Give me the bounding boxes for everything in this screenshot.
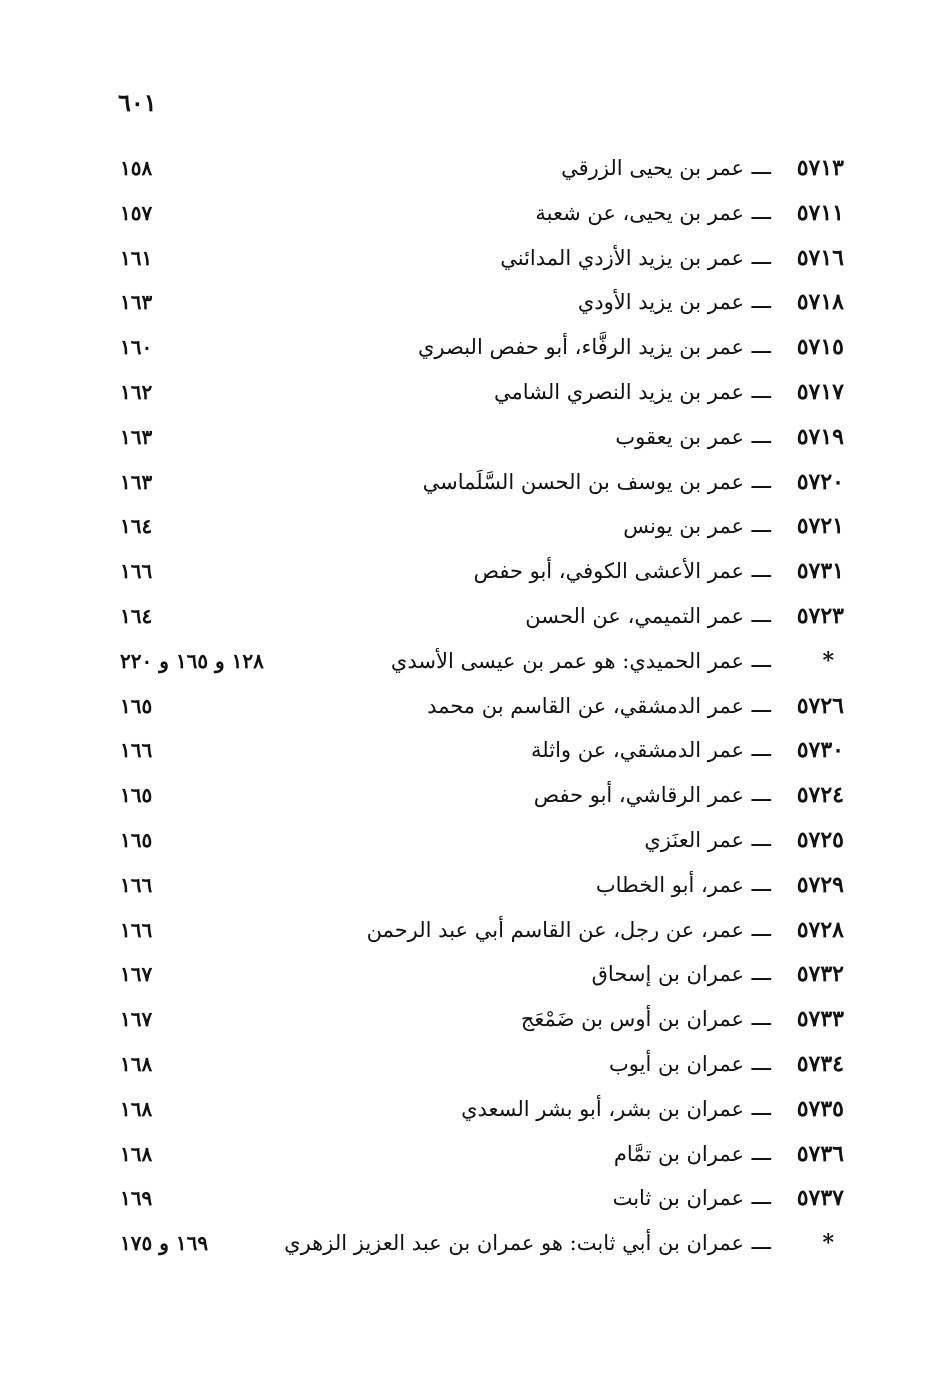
cross-reference-entry [0,643,934,688]
index-entry [0,1136,934,1181]
entry-dash: ـــ [751,871,771,897]
entry-dash: ـــ [751,1050,771,1076]
entry-number: ٥٧٣٥ [796,1095,844,1122]
entry-number: ٥٧٢١ [796,513,844,540]
entry-number: ٥٧١١ [796,199,844,226]
entry-dash: ـــ [751,692,771,718]
entry-name: عمر بن يونس [623,514,744,539]
entry-dash: ـــ [751,155,771,180]
entry-pages: ١٥٨ [120,156,153,180]
index-entry [0,732,934,777]
entry-pages: ١٦٠ [120,335,153,360]
index-entry [0,822,934,867]
entry-name: عمران بن إسحاق [591,962,744,987]
entry-dash: ـــ [751,1095,771,1121]
entry-number: ٥٧٢٦ [796,692,844,719]
entry-dash: ـــ [751,244,771,270]
index-entry [0,464,934,509]
entry-name: عمر بن يزيد الأودي [577,290,744,315]
entry-name: عمر بن يحيى، عن شعبة [535,200,744,225]
entry-dash: ـــ [751,1140,771,1166]
entry-pages: ١٦٤ [120,603,153,628]
entry-number: ٥٧٢٥ [796,826,844,853]
entry-dash: ـــ [751,782,771,808]
entry-number: ٥٧٣٣ [796,1006,844,1033]
index-entry [0,329,934,374]
page-number: ٦٠١ [118,88,157,117]
entry-pages: ١٦٦ [120,738,153,763]
index-entry [0,240,934,285]
entry-name: عمر الأعشى الكوفي، أبو حفص [473,559,744,584]
entry-number: ٥٧٣٤ [796,1050,844,1077]
index-entry [0,284,934,329]
entry-pages: ١٦٥ [120,827,153,852]
entry-number: ٥٧١٦ [796,244,844,271]
entry-pages: ١٦٦ [120,872,153,897]
entry-number: ٥٧٢٤ [796,782,844,809]
entry-pages: ١٦٨ [120,1051,153,1076]
index-entry [0,553,934,598]
entry-name: عمر، عن رجل، عن القاسم أبي عبد الرحمن [366,917,744,942]
index-entry [0,912,934,957]
entry-name: عمر الدمشقي، عن واثلة [531,738,744,763]
index-entry [0,1046,934,1091]
index-entry [0,508,934,553]
entry-number: ٥٧٣٧ [796,1185,844,1212]
entry-name: عمر التميمي، عن الحسن [525,603,744,628]
entry-pages: ١٦٩ [120,1186,153,1211]
entry-dash: ـــ [751,334,771,360]
entry-pages: ١٦٧ [120,962,153,987]
entry-dash: ـــ [751,961,771,987]
entry-name: عمر، أبو الخطاب [595,872,744,897]
entry-pages: ١٦٦ [120,559,153,584]
entry-pages: ١٦٥ [120,693,153,718]
entry-pages: ١٦٥ [120,783,153,808]
entry-name: عمران بن أوس بن ضَمْعَج [520,1007,744,1032]
entry-name: عمران بن بشر، أبو بشر السعدي [461,1096,744,1121]
entry-pages: ١٦٨ [120,1141,153,1166]
entry-dash: ـــ [751,737,771,763]
entry-pages: ١٦٣ [120,424,153,449]
entry-pages: ١٦٩ و ١٧٥ [120,1231,209,1256]
entry-pages: ١٢٨ و ١٦٥ و ٢٢٠ [120,648,264,673]
entry-pages: ١٦٨ [120,1096,153,1121]
entry-pages: ١٥٧ [120,200,153,225]
entry-pages: ١٦٣ [120,290,153,315]
entry-dash: ـــ [751,1185,771,1211]
entry-dash: ـــ [751,468,771,494]
entry-dash: ـــ [751,513,771,539]
entry-number: ٥٧١٨ [796,289,844,316]
entry-name: عمران بن تمَّام [613,1141,744,1166]
index-entry [0,867,934,912]
entry-name: عمر بن يزيد الرفَّاء، أبو حفص البصري [417,335,744,360]
asterisk-marker: * [822,647,834,674]
entry-dash: ـــ [751,423,771,449]
entry-number: ٥٧٢٩ [796,871,844,898]
entry-dash: ـــ [751,1230,771,1256]
entry-dash: ـــ [751,647,771,673]
entry-name: عمر الرقاشي، أبو حفص [533,783,744,808]
entry-number: ٥٧٢٣ [796,602,844,629]
entry-dash: ـــ [751,378,771,404]
entry-dash: ـــ [751,199,771,225]
entry-pages: ١٦٢ [120,379,153,404]
entry-dash: ـــ [751,826,771,852]
entry-pages: ١٦٧ [120,1007,153,1032]
entry-number: ٥٧٣٢ [796,961,844,988]
index-entry [0,1180,934,1225]
index-entry [0,1001,934,1046]
index-entry [0,956,934,1001]
entry-name: عمران بن أيوب [609,1051,744,1076]
entry-name: عمر الدمشقي، عن القاسم بن محمد [427,693,744,718]
entry-name: عمر بن يوسف بن الحسن السَّلَماسي [422,469,744,494]
entry-number: ٥٧٣٦ [796,1140,844,1167]
index-entry [0,777,934,822]
entry-dash: ـــ [751,558,771,584]
entry-number: ٥٧٣١ [796,558,844,585]
entry-dash: ـــ [751,602,771,628]
index-entry [0,1091,934,1136]
index-entry [0,150,934,195]
index-entries [0,150,934,1270]
index-entry [0,688,934,733]
entry-number: ٥٧٣٠ [796,737,844,764]
entry-number: ٥٧٢٠ [796,468,844,495]
index-entry [0,598,934,643]
entry-dash: ـــ [751,1006,771,1032]
asterisk-marker: * [822,1230,834,1257]
entry-number: ٥٧١٣ [796,155,844,181]
entry-name: عمر بن يعقوب [615,424,744,449]
entry-name: عمر بن يحيى الزرقي [561,156,744,180]
entry-name: عمر العنَزي [644,827,744,852]
entry-number: ٥٧١٥ [796,334,844,361]
entry-number: ٥٧١٩ [796,423,844,450]
entry-pages: ١٦٤ [120,514,153,539]
entry-name: عمران بن ثابت [612,1186,744,1211]
entry-name: عمر بن يزيد النصري الشامي [493,379,744,404]
entry-dash: ـــ [751,289,771,315]
entry-pages: ١٦١ [120,245,153,270]
entry-name: عمر بن يزيد الأزدي المدائني [500,245,744,270]
entry-name: عمران بن أبي ثابت: هو عمران بن عبد العزيز الزهري [284,1231,744,1256]
index-entry [0,374,934,419]
index-entry [0,195,934,240]
entry-number: ٥٧١٧ [796,378,844,405]
entry-pages: ١٦٦ [120,917,153,942]
cross-reference-entry [0,1225,934,1270]
entry-name: عمر الحميدي: هو عمر بن عيسى الأسدي [390,648,744,673]
entry-dash: ـــ [751,916,771,942]
index-entry [0,419,934,464]
entry-number: ٥٧٢٨ [796,916,844,943]
entry-pages: ١٦٣ [120,469,153,494]
